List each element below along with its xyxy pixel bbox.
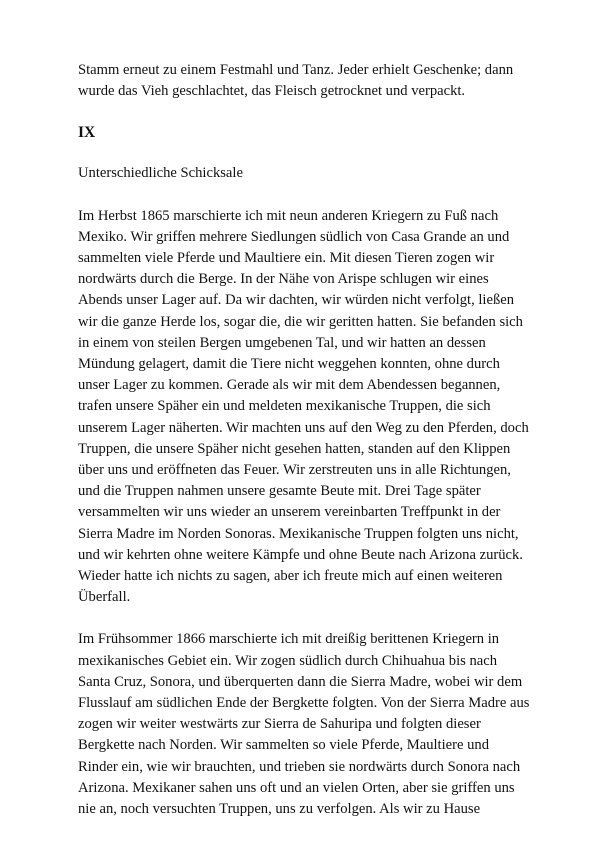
body-paragraph-2: Im Frühsommer 1866 marschierte ich mit dreißig berittenen Kriegern in mexikanisches Gebiet ein. Wir zogen südlich durch Chihuahua bis nach Santa Cruz, Sonora, und überquerten dann die Sierra Madre, wobei wir dem Flusslauf am südlichen Ende der Bergkette folgten. Von der Sierra Madre aus zogen wir weiter westwärts zur Sierra de Sahuripa und folgten dieser Bergkette nach Norden. Wir sammelten so viele Pferde, Maultiere und Rinder ein, wie wir brauchten, und trieben sie nordwärts durch Sonora nach Arizona. Mexikaner sahen uns oft und an vielen Orten, aber sie griffen uns nie an, noch versuchten Truppen, uns zu verfolgen. Als wir zu Hause: [78, 631, 530, 818]
body-paragraph-1: Im Herbst 1865 marschierte ich mit neun anderen Kriegern zu Fuß nach Mexiko. Wir griffen mehrere Siedlungen südlich von Casa Grande an und sammelten viele Pferde und Maultiere ein. Mit diesen Tieren zogen wir nordwärts durch die Berge. In der Nähe von Arispe schlugen wir eines Abends unser Lager auf. Da wir dachten, wir würden nicht verfolgt, ließen wir die ganze Herde los, sogar die, die wir geritten hatten. Sie befanden sich in einem von steilen Bergen umgebenen Tal, und wir hatten an dessen Mündung gelagert, damit die Tiere nicht weggehen konnten, ohne durch unser Lager zu kommen. Gerade als wir mit dem Abendessen begannen, trafen unsere Späher ein und meldeten mexikanische Truppen, die sich unserem Lager näherten. Wir machten uns auf den Weg zu den Pferden, doch Truppen, die unsere Späher nicht gesehen hatten, standen auf den Klippen über uns und eröffneten das Feuer. Wir zerstreuten uns in alle Richtungen, und die Truppen nahmen unsere gesamte Beute mit. Drei Tage später versammelten wir uns wieder an unserem vereinbarten Treffpunkt in der Sierra Madre im Norden Sonoras. Mexikanische Truppen folgten uns nicht, und wir kehrten ohne weitere Kämpfe und ohne Beute nach Arizona zurück. Wieder hatte ich nichts zu sagen, aber ich freute mich auf einen weiteren Überfall.: [78, 207, 529, 606]
page-content: [78, 60, 530, 841]
chapter-title: Unterschiedliche Schicksale: [78, 165, 243, 182]
intro-paragraph: Stamm erneut zu einem Festmahl und Tanz. Jeder erhielt Geschenke; dann wurde das Vieh geschlachtet, das Fleisch getrocknet und verpackt.: [78, 62, 514, 100]
chapter-number: IX: [78, 124, 96, 142]
